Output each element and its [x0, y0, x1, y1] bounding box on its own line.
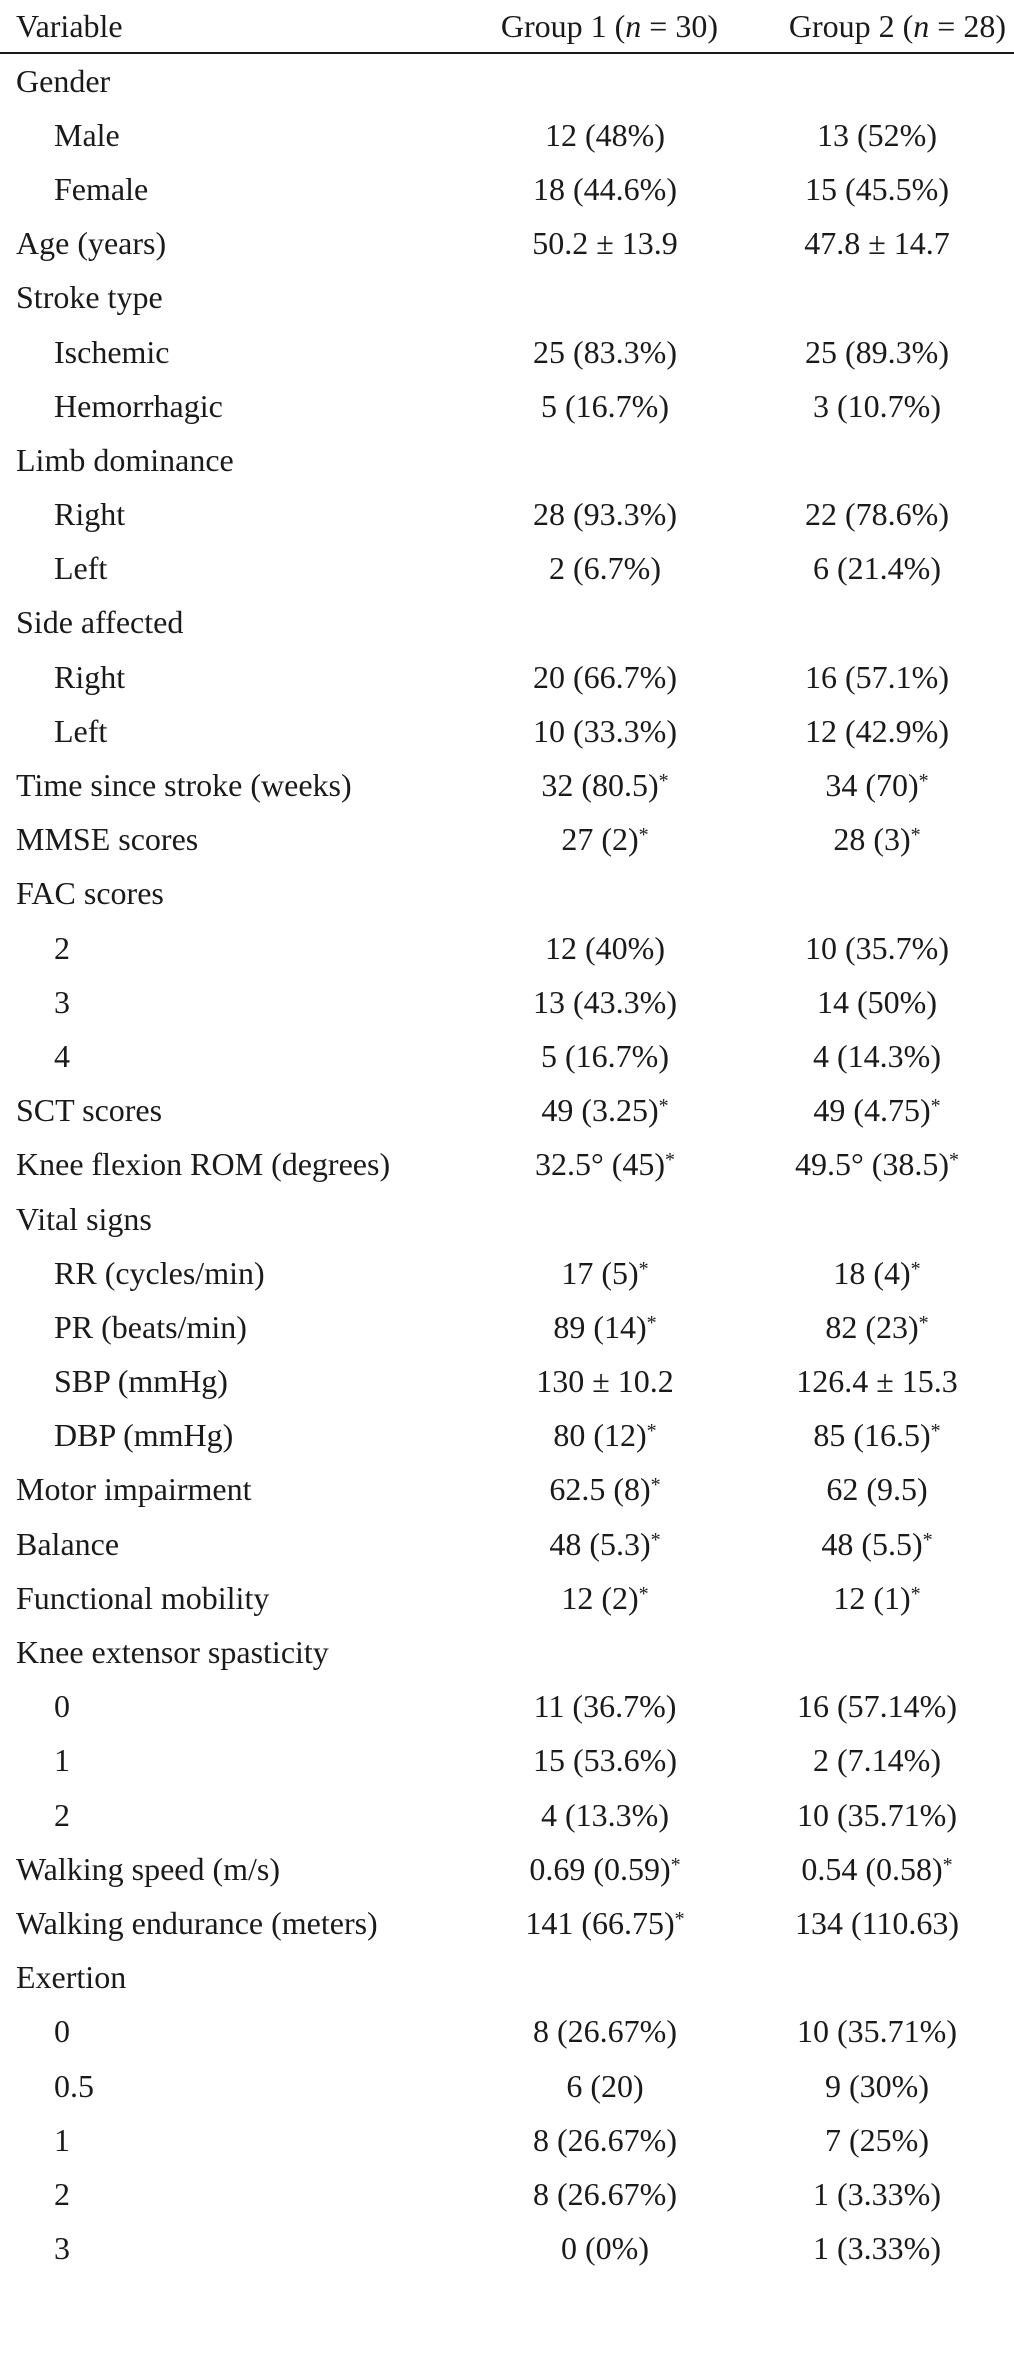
group-2-value [730, 1788, 1014, 1842]
group-1-value [440, 379, 730, 433]
group-1-value [440, 2113, 730, 2167]
group-1-value [440, 1734, 730, 1788]
group-1-value [440, 1788, 730, 1842]
cell-value: 49 (3.25) [541, 1092, 659, 1129]
table-row [0, 2005, 1014, 2059]
group-2-value [730, 650, 1014, 704]
cell-value: 5 (16.7%) [541, 1037, 669, 1074]
group-1-value [440, 542, 730, 596]
cell-value: 12 (48%) [545, 116, 665, 153]
group-2-value [730, 433, 1014, 487]
group-2-value [730, 53, 1014, 108]
group-2-value [730, 813, 1014, 867]
table-row [0, 1192, 1014, 1246]
nonparametric-marker: * [930, 1420, 941, 1443]
cell-value: 8 (26.67%) [533, 2121, 677, 2158]
group-1-value [440, 271, 730, 325]
table-row [0, 1734, 1014, 1788]
table-row [0, 975, 1014, 1029]
group-1-value [440, 1951, 730, 2005]
group-2-value [730, 325, 1014, 379]
row-label: Functional mobility [16, 1579, 270, 1616]
table-row [0, 1680, 1014, 1734]
group-2-value [730, 596, 1014, 650]
group-2-value [730, 1246, 1014, 1300]
table-row [0, 217, 1014, 271]
group-2-value [730, 379, 1014, 433]
nonparametric-marker: * [646, 1311, 657, 1334]
group-2-value [730, 108, 1014, 162]
header-group-1-prefix: Group 1 ( [500, 7, 626, 44]
row-label: Left [54, 712, 108, 749]
nonparametric-marker: * [665, 1149, 676, 1172]
group-1-value [440, 1192, 730, 1246]
group-1-value [440, 1246, 730, 1300]
header-group-1-suffix: = 30) [641, 7, 718, 44]
group-1-value [440, 53, 730, 108]
row-label: Limb dominance [16, 441, 234, 478]
group-1-value [440, 1300, 730, 1354]
table-row [0, 108, 1014, 162]
row-label: MMSE scores [16, 821, 199, 858]
group-1-value [440, 921, 730, 975]
cell-value: 22 (78.6%) [805, 496, 949, 533]
cell-value: 12 (42.9%) [805, 712, 949, 749]
table-row [0, 1896, 1014, 1950]
row-label: Stroke type [16, 279, 163, 316]
group-1-value [440, 1896, 730, 1950]
row-label: Age (years) [16, 225, 167, 262]
group-2-value [730, 1842, 1014, 1896]
cell-value: 82 (23) [825, 1308, 919, 1345]
row-label: 2 [54, 929, 70, 966]
group-1-value [440, 813, 730, 867]
row-label: Balance [16, 1525, 120, 1562]
group-1-value [440, 2059, 730, 2113]
cell-value: 6 (20) [566, 2067, 644, 2104]
cell-value: 34 (70) [825, 767, 919, 804]
table-row [0, 1300, 1014, 1354]
table-row [0, 1246, 1014, 1300]
header-group-2-prefix: Group 2 ( [788, 7, 914, 44]
cell-value: 17 (5) [561, 1254, 639, 1291]
cell-value: 25 (83.3%) [533, 333, 677, 370]
header-group-2 [730, 0, 1014, 53]
header-variable: Variable [0, 0, 440, 53]
group-1-value [440, 1409, 730, 1463]
cell-value: 15 (45.5%) [805, 170, 949, 207]
row-label: Gender [16, 62, 111, 99]
cell-value: 49 (4.75) [813, 1092, 931, 1129]
cell-value: 18 (44.6%) [533, 170, 677, 207]
row-label: 3 [54, 2230, 70, 2267]
header-group-1 [440, 0, 730, 53]
nonparametric-marker: * [922, 1528, 933, 1551]
row-label: Exertion [16, 1959, 127, 1996]
nonparametric-marker: * [942, 1853, 953, 1876]
group-2-value [730, 1896, 1014, 1950]
cell-value: 1 (3.33%) [813, 2230, 941, 2267]
table-row [0, 1842, 1014, 1896]
group-2-value [730, 1734, 1014, 1788]
group-2-value [730, 975, 1014, 1029]
row-label: Knee extensor spasticity [16, 1634, 329, 1671]
group-1-value [440, 162, 730, 216]
group-2-value [730, 1192, 1014, 1246]
group-2-value [730, 1571, 1014, 1625]
cell-value: 16 (57.14%) [797, 1688, 957, 1725]
row-label: FAC scores [16, 875, 164, 912]
group-1-value [440, 217, 730, 271]
cell-value: 48 (5.5) [821, 1525, 923, 1562]
table-row [0, 813, 1014, 867]
row-label: Vital signs [16, 1200, 152, 1237]
group-2-value [730, 1084, 1014, 1138]
group-1-value [440, 325, 730, 379]
cell-value: 130 ± 10.2 [536, 1363, 674, 1400]
table-row [0, 1625, 1014, 1679]
cell-value: 4 (14.3%) [813, 1037, 941, 1074]
table-row [0, 1517, 1014, 1571]
nonparametric-marker: * [658, 1095, 669, 1118]
cell-value: 10 (35.71%) [797, 1796, 957, 1833]
table-row [0, 1409, 1014, 1463]
cell-value: 8 (26.67%) [533, 2175, 677, 2212]
group-2-value [730, 704, 1014, 758]
group-1-value [440, 433, 730, 487]
cell-value: 32.5° (45) [534, 1146, 666, 1183]
header-group-2-n: n [913, 7, 930, 44]
row-label: 0.5 [54, 2067, 94, 2104]
cell-value: 10 (35.71%) [797, 2013, 957, 2050]
table-row [0, 1571, 1014, 1625]
cell-value: 25 (89.3%) [805, 333, 949, 370]
cell-value: 9 (30%) [825, 2067, 929, 2104]
cell-value: 141 (66.75) [525, 1904, 675, 1941]
nonparametric-marker: * [650, 1474, 661, 1497]
cell-value: 14 (50%) [817, 983, 937, 1020]
table-row [0, 650, 1014, 704]
group-2-value [730, 271, 1014, 325]
group-2-value [730, 867, 1014, 921]
nonparametric-marker: * [646, 1420, 657, 1443]
group-2-value [730, 1517, 1014, 1571]
nonparametric-marker: * [910, 1257, 921, 1280]
cell-value: 47.8 ± 14.7 [804, 225, 950, 262]
cell-value: 28 (3) [833, 821, 911, 858]
table-row [0, 596, 1014, 650]
cell-value: 10 (35.7%) [805, 929, 949, 966]
group-2-value [730, 1463, 1014, 1517]
header-row [0, 0, 1014, 53]
cell-value: 15 (53.6%) [533, 1742, 677, 1779]
row-label: Left [54, 550, 108, 587]
cell-value: 2 (6.7%) [549, 550, 661, 587]
group-1-value [440, 867, 730, 921]
nonparametric-marker: * [638, 1582, 649, 1605]
group-2-value [730, 758, 1014, 812]
cell-value: 12 (40%) [545, 929, 665, 966]
cell-value: 0.54 (0.58) [801, 1850, 943, 1887]
cell-value: 8 (26.67%) [533, 2013, 677, 2050]
header-group-1-n: n [625, 7, 642, 44]
group-1-value [440, 108, 730, 162]
table-row [0, 758, 1014, 812]
cell-value: 7 (25%) [825, 2121, 929, 2158]
nonparametric-marker: * [638, 1257, 649, 1280]
row-label: Hemorrhagic [54, 387, 223, 424]
table-row [0, 1084, 1014, 1138]
table-body [0, 53, 1014, 2276]
cell-value: 134 (110.63) [794, 1904, 960, 1941]
table-row [0, 1463, 1014, 1517]
table-row [0, 2222, 1014, 2276]
cell-value: 32 (80.5) [541, 767, 659, 804]
cell-value: 62.5 (8) [549, 1471, 651, 1508]
cell-value: 0 (0%) [561, 2230, 649, 2267]
nonparametric-marker: * [658, 770, 669, 793]
group-1-value [440, 1625, 730, 1679]
group-1-value [440, 1463, 730, 1517]
table-row [0, 867, 1014, 921]
cell-value: 27 (2) [561, 821, 639, 858]
group-2-value [730, 1680, 1014, 1734]
nonparametric-marker: * [670, 1853, 681, 1876]
cell-value: 0.69 (0.59) [529, 1850, 671, 1887]
table-row [0, 325, 1014, 379]
cell-value: 62 (9.5) [826, 1471, 928, 1508]
group-1-value [440, 1571, 730, 1625]
cell-value: 126.4 ± 15.3 [796, 1363, 958, 1400]
nonparametric-marker: * [650, 1528, 661, 1551]
cell-value: 85 (16.5) [813, 1417, 931, 1454]
table-row [0, 271, 1014, 325]
row-label: Male [54, 116, 120, 153]
row-label: Right [54, 658, 126, 695]
row-label: 0 [54, 2013, 70, 2050]
group-1-value [440, 1355, 730, 1409]
group-1-value [440, 1680, 730, 1734]
table-row [0, 921, 1014, 975]
nonparametric-marker: * [918, 1311, 929, 1334]
group-2-value [730, 1409, 1014, 1463]
group-1-value [440, 2167, 730, 2221]
group-2-value [730, 217, 1014, 271]
row-label: DBP (mmHg) [54, 1417, 234, 1454]
row-label: 2 [54, 2175, 70, 2212]
table-row [0, 704, 1014, 758]
table-row [0, 1951, 1014, 2005]
nonparametric-marker: * [949, 1149, 960, 1172]
table-row [0, 162, 1014, 216]
group-2-value [730, 488, 1014, 542]
cell-value: 80 (12) [553, 1417, 647, 1454]
group-1-value [440, 650, 730, 704]
row-label: PR (beats/min) [54, 1308, 247, 1345]
group-2-value [730, 2005, 1014, 2059]
group-1-value [440, 1842, 730, 1896]
cell-value: 12 (2) [561, 1579, 639, 1616]
row-label: Time since stroke (weeks) [16, 767, 352, 804]
nonparametric-marker: * [638, 824, 649, 847]
group-1-value [440, 1084, 730, 1138]
row-label: 4 [54, 1037, 70, 1074]
cell-value: 18 (4) [833, 1254, 911, 1291]
header-group-2-suffix: = 28) [929, 7, 1006, 44]
table-row [0, 1138, 1014, 1192]
nonparametric-marker: * [918, 770, 929, 793]
group-2-value [730, 2167, 1014, 2221]
group-2-value [730, 1625, 1014, 1679]
cell-value: 20 (66.7%) [533, 658, 677, 695]
row-label: Ischemic [54, 333, 170, 370]
row-label: Motor impairment [16, 1471, 252, 1508]
row-label: 2 [54, 1796, 70, 1833]
group-1-value [440, 1029, 730, 1083]
row-label: SCT scores [16, 1092, 163, 1129]
group-1-value [440, 704, 730, 758]
row-label: 3 [54, 983, 70, 1020]
row-label: 1 [54, 2121, 70, 2158]
cell-value: 16 (57.1%) [805, 658, 949, 695]
group-2-value [730, 1355, 1014, 1409]
table-row [0, 1355, 1014, 1409]
cell-value: 13 (43.3%) [533, 983, 677, 1020]
row-label: Walking speed (m/s) [16, 1850, 281, 1887]
group-2-value [730, 1029, 1014, 1083]
row-label: 1 [54, 1742, 70, 1779]
row-label: 0 [54, 1688, 70, 1725]
cell-value: 2 (7.14%) [813, 1742, 941, 1779]
group-2-value [730, 1951, 1014, 2005]
group-2-value [730, 1138, 1014, 1192]
table-row [0, 433, 1014, 487]
group-2-value [730, 1300, 1014, 1354]
cell-value: 13 (52%) [817, 116, 937, 153]
group-1-value [440, 1517, 730, 1571]
group-2-value [730, 2222, 1014, 2276]
table-row [0, 2113, 1014, 2167]
row-label: RR (cycles/min) [54, 1254, 265, 1291]
group-2-value [730, 162, 1014, 216]
cell-value: 10 (33.3%) [533, 712, 677, 749]
table-row [0, 2059, 1014, 2113]
table-row [0, 379, 1014, 433]
row-label: Walking endurance (meters) [16, 1904, 378, 1941]
nonparametric-marker: * [930, 1095, 941, 1118]
row-label: SBP (mmHg) [54, 1363, 228, 1400]
table-row [0, 53, 1014, 108]
table-row [0, 542, 1014, 596]
cell-value: 1 (3.33%) [813, 2175, 941, 2212]
nonparametric-marker: * [910, 824, 921, 847]
group-1-value [440, 758, 730, 812]
cell-value: 28 (93.3%) [533, 496, 677, 533]
cell-value: 6 (21.4%) [813, 550, 941, 587]
group-1-value [440, 488, 730, 542]
group-1-value [440, 2222, 730, 2276]
cell-value: 5 (16.7%) [541, 387, 669, 424]
table-row [0, 1788, 1014, 1842]
cell-value: 3 (10.7%) [813, 387, 941, 424]
cell-value: 4 (13.3%) [541, 1796, 669, 1833]
row-label: Side affected [16, 604, 184, 641]
table-row [0, 2167, 1014, 2221]
group-2-value [730, 921, 1014, 975]
row-label: Female [54, 170, 149, 207]
cell-value: 49.5° (38.5) [794, 1146, 950, 1183]
group-2-value [730, 542, 1014, 596]
table-header [0, 0, 1014, 53]
table-row [0, 488, 1014, 542]
cell-value: 12 (1) [833, 1579, 911, 1616]
cell-value: 89 (14) [553, 1308, 647, 1345]
row-label: Knee flexion ROM (degrees) [16, 1146, 391, 1183]
cell-value: 48 (5.3) [549, 1525, 651, 1562]
nonparametric-marker: * [674, 1907, 685, 1930]
row-label: Right [54, 496, 126, 533]
cell-value: 50.2 ± 13.9 [532, 225, 678, 262]
group-1-value [440, 2005, 730, 2059]
table-row [0, 1029, 1014, 1083]
group-1-value [440, 596, 730, 650]
cell-value: 11 (36.7%) [533, 1688, 677, 1725]
group-2-value [730, 2113, 1014, 2167]
group-2-value [730, 2059, 1014, 2113]
group-1-value [440, 1138, 730, 1192]
group-1-value [440, 975, 730, 1029]
nonparametric-marker: * [910, 1582, 921, 1605]
